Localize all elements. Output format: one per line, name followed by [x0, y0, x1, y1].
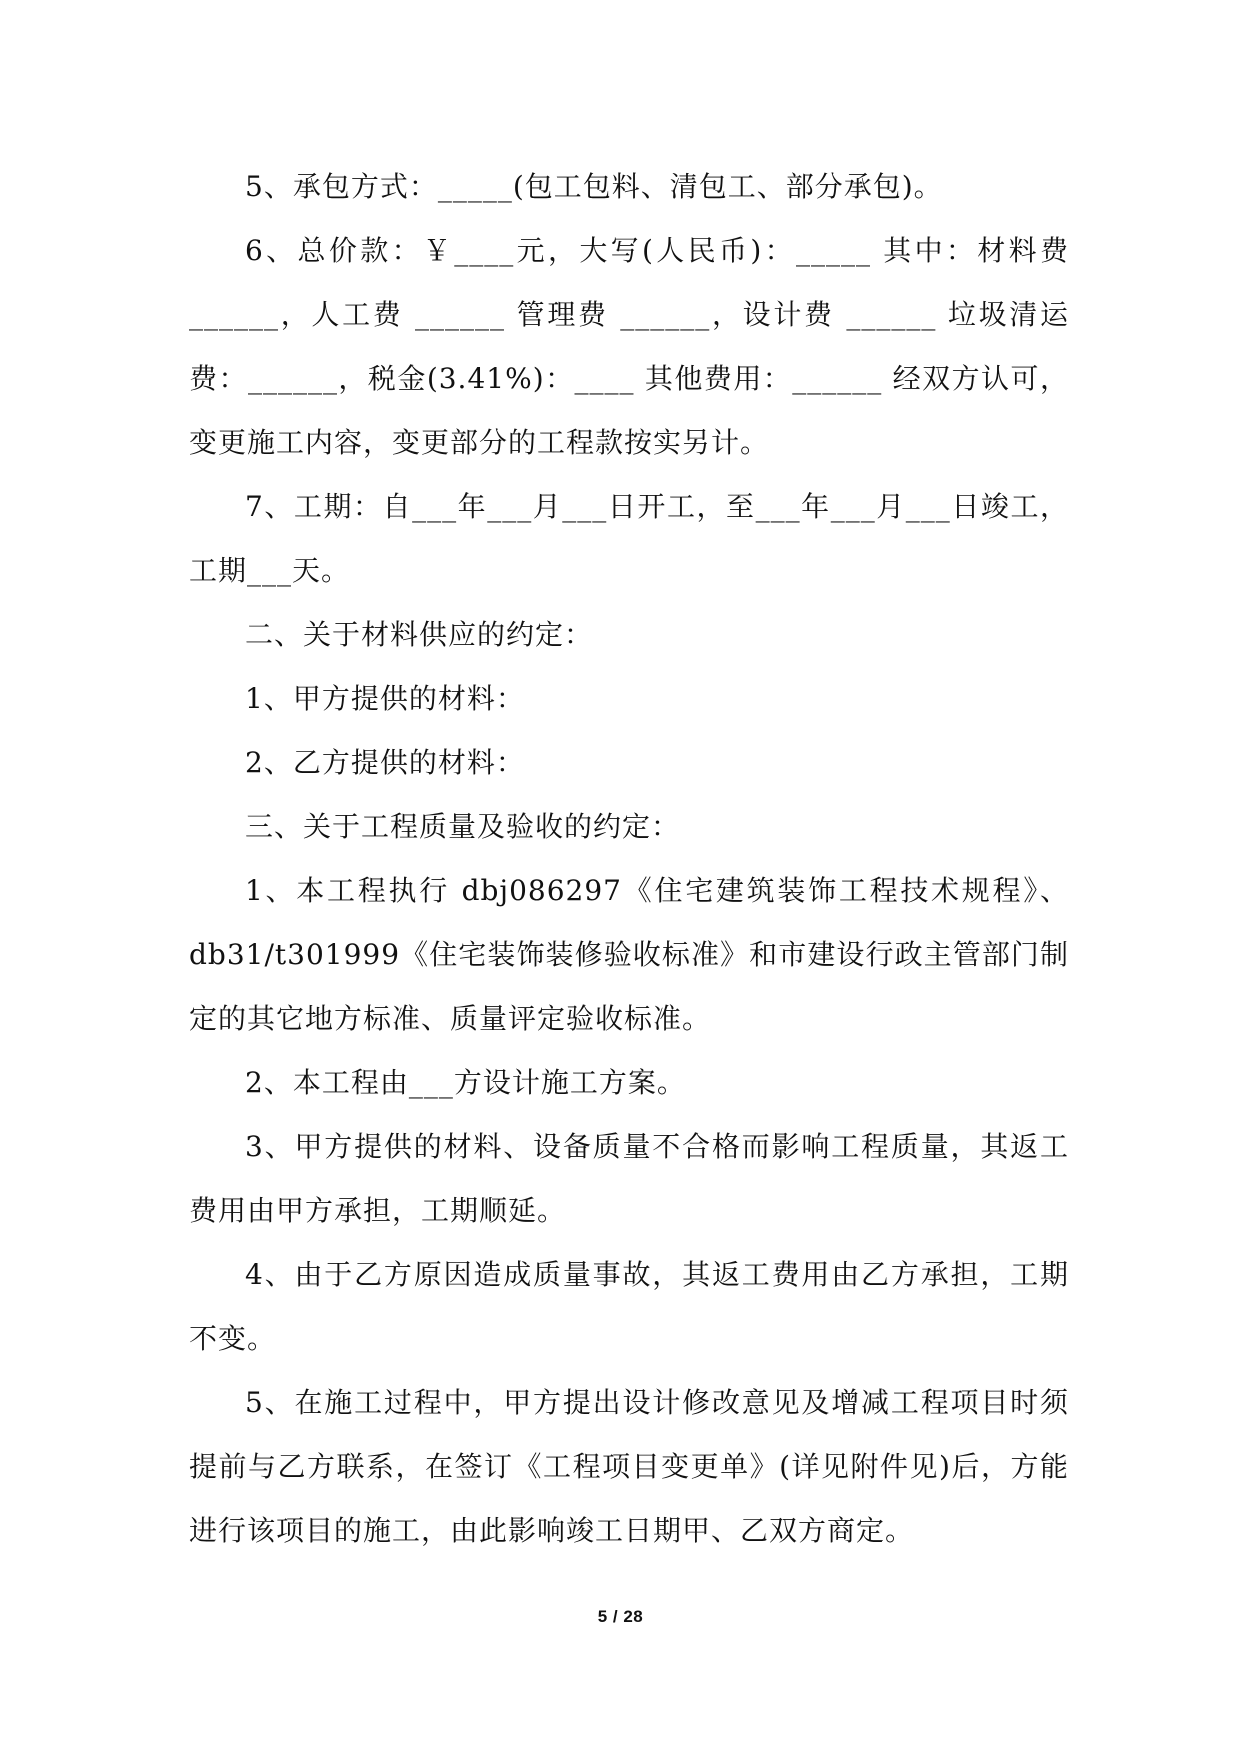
paragraph-construction-period: 7、工期：自___年___月___日开工，至___年___月___日竣工，工期___天。: [189, 490, 1069, 587]
paragraph-party-b-materials: 2、乙方提供的材料：: [245, 746, 525, 779]
paragraph-total-price: 6、总价款：￥____元，大写(人民币)：_____ 其中：材料费 ______，人工费 ______ 管理费 ______，设计费 ______ 垃圾清运费：______，税金(3.41%)：____ 其他费用：______ 经双方认可，变更施工内容，变更部分的工程款按实另计。: [189, 234, 1069, 459]
document-body: [189, 155, 1069, 1563]
paragraph-party-a-materials: 1、甲方提供的材料：: [245, 682, 525, 715]
paragraph-contract-method: 5、承包方式：_____(包工包料、清包工、部分承包)。: [245, 170, 943, 203]
paragraph-party-b-rework: 4、由于乙方原因造成质量事故，其返工费用由乙方承担，工期不变。: [189, 1258, 1069, 1355]
paragraph-party-a-rework: 3、甲方提供的材料、设备质量不合格而影响工程质量，其返工费用由甲方承担，工期顺延。: [189, 1130, 1069, 1227]
section-heading-quality: 三、关于工程质量及验收的约定：: [245, 810, 681, 843]
page-number: 5 / 28: [597, 1607, 644, 1626]
paragraph-design-plan: 2、本工程由___方设计施工方案。: [245, 1066, 686, 1099]
paragraph-design-changes: 5、在施工过程中，甲方提出设计修改意见及增减工程项目时须提前与乙方联系，在签订《工程项目变更单》(详见附件见)后，方能进行该项目的施工，由此影响竣工日期甲、乙双方商定。: [189, 1386, 1069, 1547]
section-heading-materials: 二、关于材料供应的约定：: [245, 618, 594, 651]
paragraph-standards: 1、本工程执行 dbj086297《住宅建筑装饰工程技术规程》、db31/t301999《住宅装饰装修验收标准》和市建设行政主管部门制定的其它地方标准、质量评定验收标准。: [189, 874, 1069, 1035]
